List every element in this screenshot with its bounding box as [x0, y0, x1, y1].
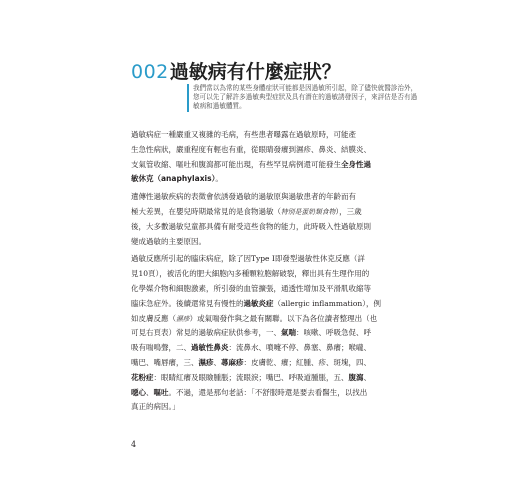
- text-run: 、: [363, 372, 371, 382]
- text-run: 極大差異，在嬰兒時期最常見的是食物過敏（: [131, 206, 281, 216]
- text-run: 過敏反應所引起的臨床病症，除了因Type I即發型過敏性休克反應（詳: [131, 254, 365, 264]
- text-line: [131, 282, 393, 297]
- text-line: [131, 312, 393, 327]
- text-line: [131, 386, 393, 401]
- text-run: 化學媒介物和細胞激素，所引發的血管擴張，通透性增加及平滑肌收縮等: [131, 283, 371, 293]
- bold-term: 過敏性鼻炎: [191, 343, 229, 353]
- text-run: 吸有喘鳴聲，二、: [131, 343, 191, 353]
- summary-line: 敏病和過敏體質。: [193, 102, 246, 111]
- text-run: 變成過敏的主要原因。: [131, 236, 206, 246]
- text-line: [131, 205, 393, 220]
- bold-term: 濕疹: [198, 357, 214, 367]
- bold-term: 蕁麻疹: [221, 357, 244, 367]
- section-number: 002: [131, 61, 169, 83]
- text-line: [131, 220, 393, 235]
- summary-line: 我們當以為常的某些身體症狀可能都是因過敏所引起，除了儘快就醫診治外，: [193, 84, 418, 92]
- bold-term: 噁心: [131, 387, 146, 397]
- bold-term: 氣喘: [281, 328, 296, 338]
- page-number: 4: [131, 440, 137, 449]
- text-run: 如皮膚反應（: [131, 313, 176, 323]
- bold-term: 腹瀉: [348, 372, 364, 382]
- text-line: [131, 400, 393, 415]
- text-run: ：流鼻水、噴嚏不停、鼻塞、鼻癢；喉嚨、: [228, 343, 371, 353]
- text-run: 可見右頁表）常見的過敏病症狀供參考，一、: [131, 328, 281, 338]
- text-run: 臨床急症外。後續還常見有慢性的: [131, 298, 244, 308]
- section-title: 過敏病有什麼症狀？: [169, 61, 341, 83]
- text-run: ：皮膚乾、癢；紅腫、疹、斑塊，四、: [243, 357, 371, 367]
- text-run: 嘴巴、嘴唇癢，三、: [131, 357, 199, 367]
- body-text: [131, 128, 393, 418]
- paragraph: [131, 252, 393, 415]
- text-run: 過敏病症一種嚴重又複雜的毛病，有些患者曝露在過敏原時，可能產: [131, 130, 356, 139]
- text-run: 、: [146, 387, 154, 397]
- paragraph: [131, 128, 393, 187]
- text-line: [131, 252, 393, 267]
- text-run: 遺傳性過敏疾病的表徵會依誘發過敏的過敏原與過敏患者的年齡而有: [131, 192, 356, 202]
- text-run: 支氣管收縮、嘔吐和腹瀉都可能出現，有些罕見病例還可能發生: [131, 159, 341, 169]
- text-line: [131, 356, 393, 371]
- text-run: 後，大多數過敏兒童都具備有耐受這些食物的能力，此時吸入性過敏原則: [131, 221, 371, 231]
- text-run: ：眼睛紅癢及眼瞼腫脹；流眼淚；嘴巴、呼吸道腫脹，五、: [153, 372, 349, 382]
- italic-note: 濕疹: [176, 314, 190, 323]
- bold-term: 過敏炎症: [243, 298, 274, 308]
- summary-box: [187, 84, 418, 112]
- summary-line: 您可以先了解許多過敏典型症狀及具有潛在的過敏誘發因子，來評估是否有過: [193, 93, 418, 102]
- text-run: 真正的病因。」: [131, 402, 180, 412]
- text-line: [131, 267, 393, 282]
- text-run: 。: [215, 174, 223, 184]
- text-run: 。不過，還是那句老話：「不舒服時還是要去看醫生，以找出: [168, 387, 368, 397]
- text-run: （allergic inflammation），例: [273, 298, 381, 308]
- bold-term: 嘔吐: [153, 387, 169, 397]
- text-line: [131, 326, 393, 341]
- paragraph: [131, 190, 393, 249]
- text-run: ）或氣喘發作與之最有關聯。以下為各位讀者整理出（也: [189, 313, 378, 323]
- text-line: [131, 341, 393, 356]
- bold-term: 敏休克（anaphylaxis）: [131, 174, 216, 184]
- text-run: ），三歲: [335, 206, 362, 216]
- bold-term: 全身性過: [341, 159, 371, 169]
- text-run: ：咳嗽、呼吸急促、呼: [296, 328, 371, 338]
- text-line: [131, 297, 393, 312]
- section-heading: [131, 61, 341, 84]
- text-line: [131, 128, 393, 143]
- text-line: [131, 143, 393, 158]
- text-line: [131, 190, 393, 205]
- text-run: 生急性病狀，嚴重程度有輕也有重，從眼睛發癢到濕疹、鼻炎、結膜炎、: [131, 144, 371, 154]
- text-line: [131, 235, 393, 250]
- text-line: [131, 172, 393, 187]
- text-line: [131, 371, 393, 386]
- text-run: 、: [213, 357, 221, 367]
- bold-term: 花粉症: [131, 372, 154, 382]
- text-run: 見10頁），被活化的肥大細胞內多種顆粒胞解破裂，釋出具有生理作用的: [131, 269, 370, 279]
- italic-note: 特別是蛋奶類食物: [281, 207, 336, 216]
- text-line: [131, 158, 393, 173]
